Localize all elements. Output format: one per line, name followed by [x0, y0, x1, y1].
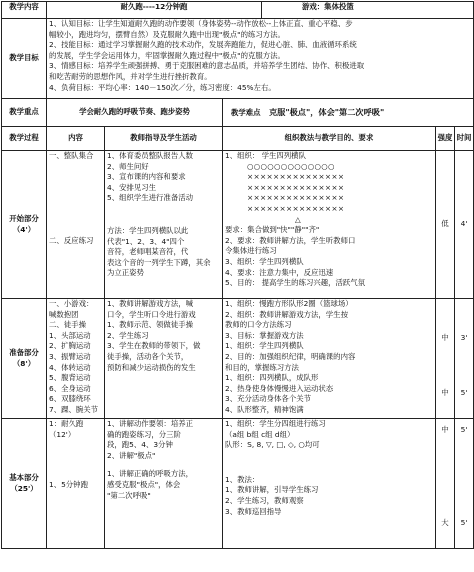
content-item: 一、整队集合	[49, 151, 94, 160]
col-content: 内容	[47, 127, 105, 151]
prep-content: 一、小游戏： 喊数抱团 二、徒手操 1、头部运动 2、扩胸运动 3、振臂运动 4、体转运动 5、腹背运动 6、全身运动 6、双膝绕环 7、踝、腕关节	[47, 299, 105, 419]
start-section-label: 开始部分 （4'）	[2, 151, 47, 299]
teacher-triangle-icon: △	[295, 214, 301, 224]
goals-text	[47, 19, 474, 99]
game-label: 游戏：集体投篮	[262, 2, 474, 19]
prep-teacher: 1、教师讲解游戏方法，喊 口令，学生听口令进行游戏 1、教师示范、领做徒手操 2、学生练习 3、学生在教师的带领下，做 徒手操，活动各个关节， 预防和减少运动损伤的发生	[105, 299, 223, 419]
col-process: 教学过程	[2, 127, 47, 151]
basic-content: 1：耐久跑 （12'） 1、5分钟跑	[47, 419, 105, 549]
col-teacher: 教师指导及学生活动	[105, 127, 223, 151]
start-organization: 1、组织： 学生四列横队 ○○○○○○○○○○○○○ ××××××××××××××× ××××××××××××××× ××××××××××××××× ××××××××××××××× △ 要求：集合做到"快""静""齐" 2、要求：教师讲解方法，学生听教师口 令集体进行练习 3、组织：学生四列横队 4、要求：注意力集中，反应迅速 5、目的： 提高学生的练习兴趣，活跃气氛	[223, 151, 436, 299]
start-teacher: 1、体育委员整队报告人数 2、师生问好 3、宣布课的内容和要求 4、安排见习生 5、组织学生进行准备活动 方法：学生四列横队以此 代表"1、2、3、4"四个 音符，老师唱某音符，代 表这个音的一列学生下蹲，其余 为立正姿势	[105, 151, 223, 299]
col-organization: 组织教法与教学目的、要求	[223, 127, 436, 151]
basic-organization: 1、组织：学生分四组进行练习 （a组 b组 c组 d组） 队形：S, 8, ▽, □, ◇, ○均可 1、教法： 1、教师讲解，引导学生练习 2、学生练习，教师观察 3、教师巡回指导	[223, 419, 436, 549]
formation-shapes: 队形：S, 8, ▽, □, ◇, ○均可	[225, 440, 320, 450]
student-row: ×××××××××××××××	[247, 193, 345, 203]
lesson-plan-table	[1, 1, 474, 549]
prep-section-label: 准备部分 （8'）	[2, 299, 47, 419]
prep-organization: 1、组织：慢跑方形队形2圈（篮球场） 2、组织：教师讲解游戏方法，学生按 教师的口令方法练习 3、目标：掌握游戏方法 1、组织：学生四列横队 2、目的：加强组织纪律，明确课的内容 和目的，掌握练习方法 1、组织：四列横队，成队形 2、热身使身体慢慢进入运动状态 3、充分活动身体各个关节 4、队形整齐，精神饱满	[223, 299, 436, 419]
goal-line: 4、负荷目标：平均心率：140－150次／分，练习密度：45%左右。	[49, 82, 276, 92]
goal-line: 1、认知目标：让学生知道耐久跑的动作要领（身体姿势--动作放松--上体正直、重心平稳、步	[49, 19, 353, 28]
start-time: 4'	[455, 151, 474, 299]
basic-section-label: 基本部分 （25'）	[2, 419, 47, 549]
col-time: 时间	[455, 127, 474, 151]
basic-time: 5' 5'	[455, 419, 474, 549]
teacher-circle-row: ○○○○○○○○○○○○○	[247, 161, 335, 171]
prep-intensity: 中 中	[436, 299, 455, 419]
goal-line: 的发展，学生学会运用体力，牢固掌握耐久跑过程中"极点"的克服方法。	[49, 50, 285, 60]
content-item: 二、反应练习	[49, 235, 94, 245]
goal-line: 3、情感目标：培养学生顽强拼搏、勇于克服困难的意志品质，并培养学生团结、协作、积极进取	[49, 61, 365, 71]
difficulty-cell	[223, 99, 474, 127]
col-intensity: 强度	[436, 127, 455, 151]
key-point-value: 学会耐久跑的呼吸节奏、跑步姿势	[47, 99, 223, 127]
goal-line: 幅较小，跑进均匀，摆臂自然）及克服耐久跑中出现"极点"的练习方法。	[49, 29, 285, 39]
basic-teacher: 1、讲解动作要领：培养正 确的跑姿练习，分三阶 段，跑5、4、3分钟 2、讲解"极点" 1、讲解正确的呼吸方法， 感受克服"极点"，体会 "第二次呼吸"	[105, 419, 223, 549]
prep-time: 3' 5'	[455, 299, 474, 419]
goal-line: 和吃苦耐劳的思想作风，并对学生进行挫折教育。	[49, 71, 212, 81]
key-point-label: 教学重点	[2, 99, 47, 127]
start-content	[47, 151, 105, 299]
basic-intensity: 中 大	[436, 419, 455, 549]
content-label: 教学内容	[2, 2, 47, 19]
goals-label: 教学目标	[2, 19, 47, 99]
content-value: 耐久跑----12分钟跑	[47, 2, 262, 19]
difficulty-value: 克服"极点"，体会"第二次呼吸"	[268, 106, 385, 117]
goal-line: 2、技能目标：通过学习掌握耐久跑的技术动作，发展奔跑能力，促进心脏、肺、血液循环系统	[49, 40, 357, 50]
difficulty-label: 教学难点	[231, 107, 261, 117]
student-row: ×××××××××××××××	[247, 203, 345, 213]
student-row: ×××××××××××××××	[247, 172, 345, 182]
student-row: ×××××××××××××××	[247, 182, 345, 192]
start-intensity: 低	[436, 151, 455, 299]
